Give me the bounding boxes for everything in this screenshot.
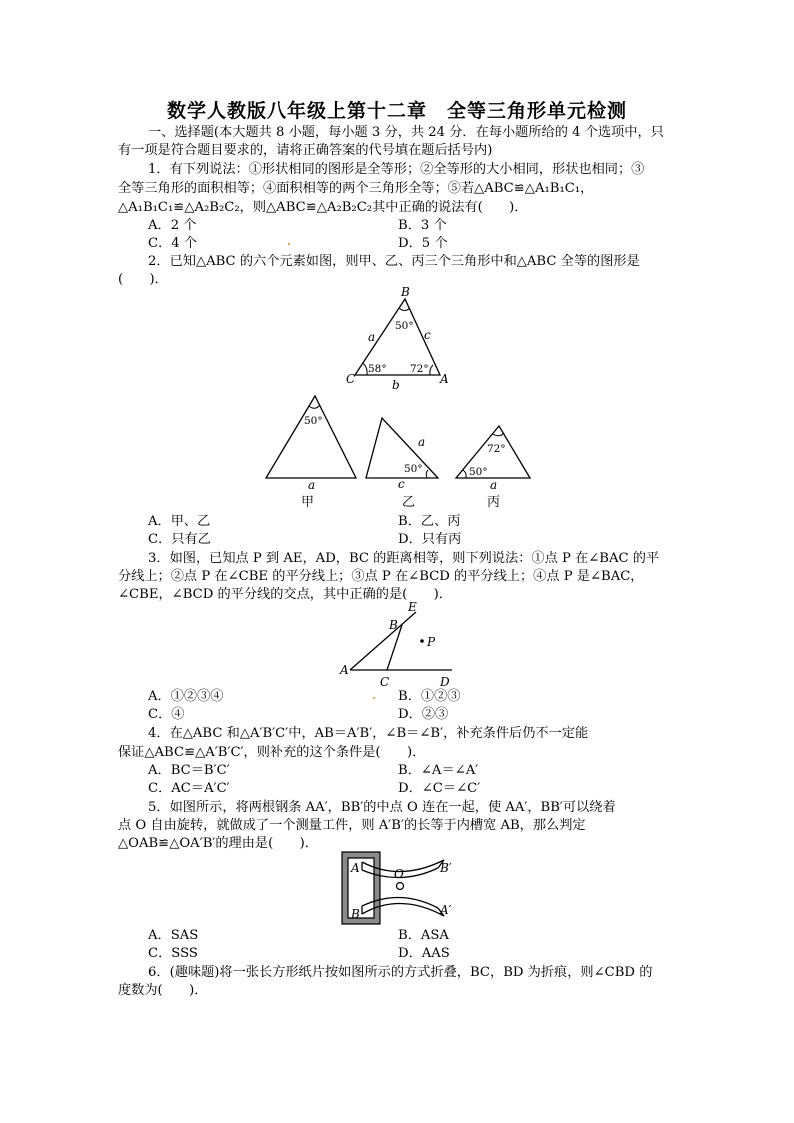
bar-lower-inner [362, 897, 438, 908]
q3-stem-line1: 3．如图，已知点 P 到 AE，AD，BC 的距离相等，则下列说法：①点 P 在∠BAC 的平 [148, 551, 660, 566]
point-d-label: D [440, 675, 450, 688]
pivot-o [397, 883, 404, 890]
q2-triangle-abc-figure [330, 285, 460, 395]
q4-stem-line2: 保证△ABC≌△A′B′C′，则补充的这个条件是( )． [118, 745, 426, 760]
angle-a-arc [430, 365, 433, 375]
q5-stem-line2: 点 O 自由旋转，就做成了一个测量工件，则 A′B′的长等于内槽宽 AB，那么判定 [118, 818, 586, 833]
q3-option-b: B．①②③ [398, 689, 461, 704]
q5-stem-line3: △OAB≌△OA′B′的理由是( )． [118, 836, 318, 851]
angle-c-value: 58° [368, 363, 387, 375]
page-title: 数学人教版八年级上第十二章 全等三角形单元检测 [166, 100, 627, 122]
bing-angle-left-value: 50° [469, 466, 488, 478]
point-e-label: E [408, 600, 417, 614]
ray-ae [350, 612, 416, 670]
stray-dot [288, 243, 290, 245]
point-b-label: B [389, 618, 398, 632]
vertex-c-label: C [346, 372, 356, 386]
jia-name: 甲 [301, 495, 315, 510]
q1-option-c: C．4 个 [148, 236, 198, 251]
q2-triangle-bing-figure [452, 420, 536, 512]
angle-b-arc [399, 308, 410, 311]
triangle-yi [366, 418, 438, 478]
q3-option-d: D．②③ [398, 707, 449, 722]
q6-stem-line1: 6．(趣味题)将一张长方形纸片按如图所示的方式折叠，BC，BD 为折痕，则∠CBD 的 [148, 965, 653, 980]
q4-option-c: C．AC＝A′C′ [148, 781, 230, 796]
q1-option-b: B．3 个 [398, 218, 447, 233]
bing-angle-arc-top [493, 433, 504, 436]
q3-option-a: A．①②③④ [148, 689, 224, 704]
q2-triangle-jia-figure [260, 390, 360, 512]
q2-stem-line1: 2．已知△ABC 的六个元素如图，则甲、乙、丙三个三角形中和△ABC 全等的图形是 [148, 254, 640, 269]
angle-b-value: 50° [395, 320, 414, 332]
jia-angle-value: 50° [304, 415, 323, 427]
yi-side-c-label: c [398, 477, 405, 491]
q3-stem-line2: 分线上；②点 P 在∠CBE 的平分线上；③点 P 在∠BCD 的平分线上；④点 P 是∠BAC， [118, 569, 644, 584]
side-a-label: a [368, 330, 376, 344]
point-b-label: B [351, 907, 360, 921]
triangle-jia [266, 396, 356, 478]
vertex-b-label: B [401, 285, 410, 299]
q4-stem-line1: 4．在△ABC 和△A′B′C′中，AB＝A′B′，∠B＝∠B′，补充条件后仍不一定能 [148, 726, 589, 741]
point-a-label: A [340, 663, 349, 677]
q4-option-a: A．BC＝B′C′ [148, 763, 230, 778]
q1-option-d: D．5 个 [398, 236, 448, 251]
angle-a-value: 72° [410, 363, 429, 375]
yi-side-a-label: a [418, 435, 426, 449]
q5-option-c: C．SSS [148, 946, 198, 961]
stray-dot [373, 697, 375, 699]
angle-c-arc [363, 363, 367, 375]
q1-stem-line1: 1．有下列说法：①形状相同的图形是全等形；②全等形的大小相同，形状也相同；③ [148, 162, 645, 177]
bing-angle-top-value: 72° [487, 443, 506, 455]
q3-angle-figure [336, 598, 466, 688]
side-b-label: b [392, 378, 400, 392]
point-b-prime-label: B′ [440, 861, 452, 875]
yi-angle-value: 50° [404, 463, 423, 475]
section-heading-line1: 一、选择题(本大题共 8 小题，每小题 3 分，共 24 分．在每小题所给的 4 个选项中，只 [148, 125, 664, 140]
point-a-label: A [351, 861, 360, 875]
q1-option-a: A．2 个 [148, 218, 197, 233]
q1-stem-line2: 全等三角形的面积相等；④面积相等的两个三角形全等；⑤若△ABC≌△A₁B₁C₁， [118, 181, 594, 196]
point-a-prime-label: A′ [440, 903, 452, 917]
q4-option-b: B．∠A＝∠A′ [398, 763, 479, 778]
yi-name: 乙 [402, 495, 416, 510]
q5-option-a: A．SAS [148, 928, 199, 943]
point-p [420, 639, 424, 643]
q5-option-d: D．AAS [398, 946, 450, 961]
q2-option-d: D．只有丙 [398, 532, 462, 547]
vertex-a-label: A [440, 372, 449, 386]
q4-option-d: D．∠C＝∠C′ [398, 781, 481, 796]
q5-measuring-tool-figure [340, 848, 466, 928]
section-heading-line2: 有一项是符合题目要求的，请将正确答案的代号填在题后括号内) [118, 143, 493, 158]
q3-stem-line3: ∠CBE，∠BCD 的平分线的交点，其中正确的是( )． [118, 587, 452, 602]
jia-angle-arc [309, 405, 320, 408]
q2-triangle-yi-figure [362, 412, 444, 512]
bing-side-label: a [490, 478, 498, 492]
q2-stem-line2: ( )． [118, 272, 168, 287]
yi-angle-arc [426, 470, 428, 478]
point-o-label: O [394, 867, 404, 881]
bing-angle-arc-left [463, 470, 466, 478]
q6-stem-line2: 度数为( )． [118, 983, 208, 998]
point-c-label: C [380, 675, 390, 688]
q2-option-c: C．只有乙 [148, 532, 211, 547]
jia-side-label: a [308, 478, 316, 492]
q2-option-a: A．甲、乙 [148, 514, 211, 529]
point-p-label: P [427, 635, 436, 649]
bing-name: 丙 [487, 495, 501, 510]
q2-option-b: B．乙、丙 [398, 514, 461, 529]
q1-stem-line3: △A₁B₁C₁≌△A₂B₂C₂，则△ABC≌△A₂B₂C₂其中正确的说法有( )． [118, 200, 528, 215]
slot-frame [342, 852, 380, 924]
q5-option-b: B．ASA [398, 928, 449, 943]
q3-option-c: C．④ [148, 707, 185, 722]
q5-stem-line1: 5．如图所示，将两根钢条 AA′，BB′的中点 O 连在一起，使 AA′，BB′可以绕着 [148, 800, 616, 815]
side-c-label: c [424, 328, 431, 342]
